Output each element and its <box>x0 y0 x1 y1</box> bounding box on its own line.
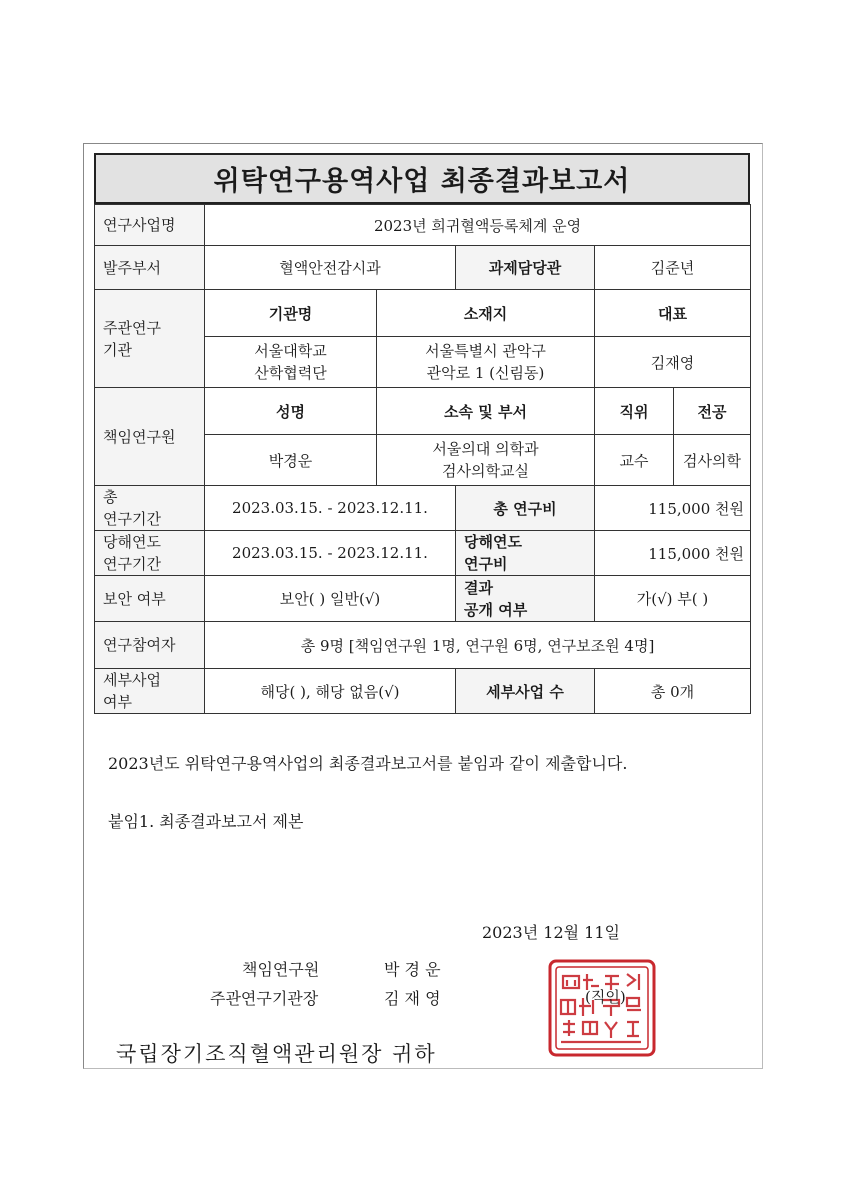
disclosure-label: 결과 공개 여부 <box>456 576 595 622</box>
disclosure-value: 가(√) 부( ) <box>595 576 751 622</box>
pi-label: 책임연구원 <box>95 388 205 486</box>
project-name-label: 연구사업명 <box>95 205 205 246</box>
statement-text: 2023년도 위탁연구용역사업의 최종결과보고서를 붙임과 같이 제출합니다. <box>108 754 628 773</box>
project-name-value: 2023년 희귀혈액등록체계 운영 <box>205 205 751 246</box>
pi-role: 책임연구원 <box>242 960 320 979</box>
dept-label: 발주부서 <box>95 246 205 290</box>
year-period-value: 2023.03.15. - 2023.12.11. <box>205 531 456 576</box>
pi-col-affil: 소속 및 부서 <box>377 388 595 435</box>
org-col-location: 소재지 <box>377 290 595 337</box>
pi-col-name: 성명 <box>205 388 377 435</box>
total-budget-label: 총 연구비 <box>456 486 595 531</box>
report-date: 2023년 12월 11일 <box>482 923 620 942</box>
org-label: 주관연구 기관 <box>95 290 205 388</box>
sub-label: 세부사업 여부 <box>95 669 205 714</box>
attachment-text: 붙임1. 최종결과보고서 제본 <box>108 812 304 831</box>
report-form-table <box>94 204 751 714</box>
pi-affil-value: 서울의대 의학과 검사의학교실 <box>377 435 595 486</box>
org-name-value: 서울대학교 산학협력단 <box>205 337 377 388</box>
dept-value: 혈액안전감시과 <box>205 246 456 290</box>
head-signature-name: 김 재 영 <box>384 989 441 1008</box>
pi-col-position: 직위 <box>595 388 674 435</box>
org-col-name: 기관명 <box>205 290 377 337</box>
sub-value: 해당( ), 해당 없음(√) <box>205 669 456 714</box>
org-location-value: 서울특별시 관악구 관악로 1 (신림동) <box>377 337 595 388</box>
officer-value: 김준년 <box>595 246 751 290</box>
addressee: 국립장기조직혈액관리원장 귀하 <box>116 1042 437 1066</box>
security-value: 보안( ) 일반(√) <box>205 576 456 622</box>
total-budget-value: 115,000 천원 <box>595 486 751 531</box>
head-role: 주관연구기관장 <box>210 989 319 1008</box>
pi-name-value: 박경운 <box>205 435 377 486</box>
officer-label: 과제담당관 <box>456 246 595 290</box>
year-period-label: 당해연도 연구기간 <box>95 531 205 576</box>
org-rep-value: 김재영 <box>595 337 751 388</box>
total-period-value: 2023.03.15. - 2023.12.11. <box>205 486 456 531</box>
year-budget-label: 당해연도 연구비 <box>456 531 595 576</box>
official-seal-stamp <box>547 958 657 1058</box>
participants-value: 총 9명 [책임연구원 1명, 연구원 6명, 연구보조원 4명] <box>205 622 751 669</box>
pi-signature-name: 박 경 운 <box>384 960 441 979</box>
sub-count-value: 총 0개 <box>595 669 751 714</box>
org-col-rep: 대표 <box>595 290 751 337</box>
seal-mark-label: (직인) <box>585 988 626 1006</box>
pi-col-major: 전공 <box>674 388 751 435</box>
sub-count-label: 세부사업 수 <box>456 669 595 714</box>
total-period-label: 총 연구기간 <box>95 486 205 531</box>
participants-label: 연구참여자 <box>95 622 205 669</box>
security-label: 보안 여부 <box>95 576 205 622</box>
pi-major-value: 검사의학 <box>674 435 751 486</box>
pi-position-value: 교수 <box>595 435 674 486</box>
year-budget-value: 115,000 천원 <box>595 531 751 576</box>
document-title: 위탁연구용역사업 최종결과보고서 <box>94 153 750 204</box>
